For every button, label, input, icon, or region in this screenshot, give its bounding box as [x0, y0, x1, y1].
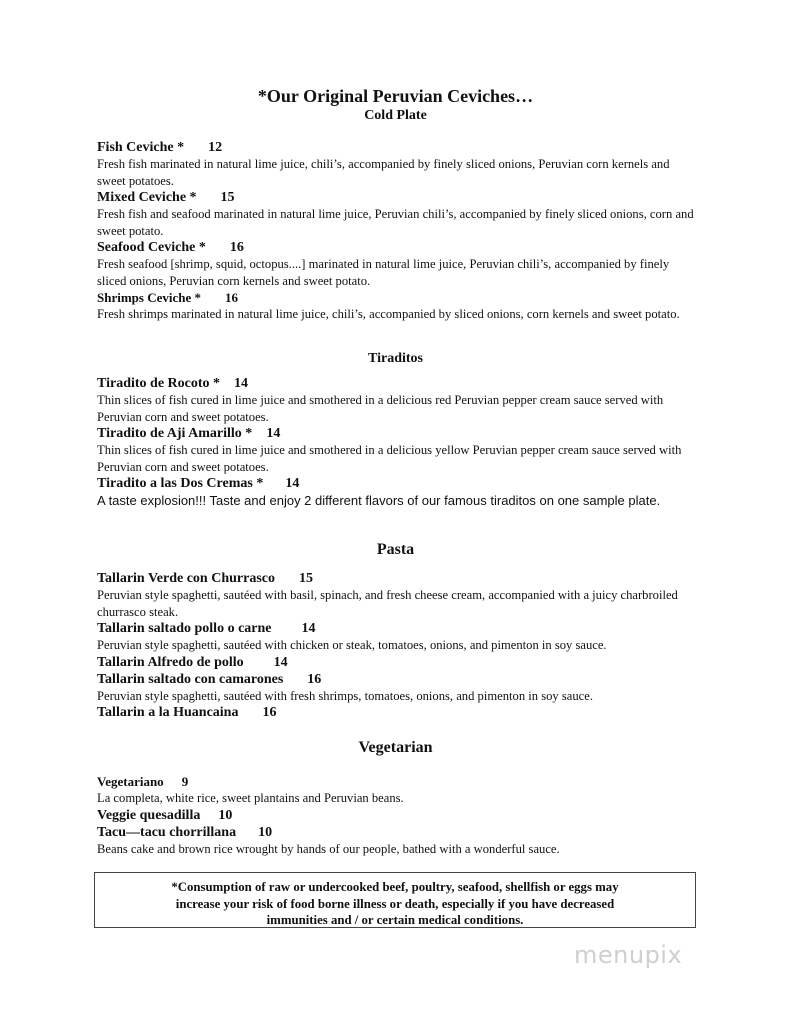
notice-line: increase your risk of food borne illness or death, especially if you have decreased: [175, 896, 615, 911]
item-price: 10: [218, 807, 233, 823]
vegetarian-section: [97, 773, 697, 857]
menu-item: [97, 139, 697, 189]
item-description: A taste explosion!!! Taste and enjoy 2 different flavors of our famous tiraditos on one sample plate.: [97, 493, 661, 508]
menu-item: [97, 807, 697, 824]
menu-item: [97, 375, 697, 425]
item-price: 15: [220, 190, 235, 205]
menu-item: [97, 570, 697, 620]
ceviche-section: [97, 139, 697, 323]
item-price: 15: [299, 571, 313, 586]
item-price: 14: [234, 376, 249, 391]
item-description: La completa, white rice, sweet plantains and Peruvian beans.: [97, 791, 404, 805]
menu-item: [97, 289, 697, 323]
page-subtitle: Cold Plate: [364, 108, 427, 123]
item-price: 16: [229, 240, 244, 255]
item-name: Fish Ceviche *: [97, 140, 185, 155]
item-name: Tiradito de Aji Amarillo *: [97, 426, 253, 441]
item-price: 14: [266, 426, 281, 441]
item-name: Shrimps Ceviche *: [97, 290, 201, 305]
item-name: Tiradito de Rocoto *: [97, 376, 221, 391]
item-description: Fresh shrimps marinated in natural lime juice, chili’s, accompanied by sliced onions, corn kernels and sweet potato.: [97, 307, 680, 321]
item-name: Tallarin saltado pollo o carne: [97, 621, 272, 636]
menu-item: [97, 704, 697, 721]
section-heading-vegetarian: Vegetarian: [358, 739, 433, 756]
menu-item: [97, 620, 697, 654]
menu-item: [97, 654, 697, 671]
item-description: Thin slices of fish cured in lime juice and smothered in a delicious yellow Peruvian pepper cream sauce served with Peruvian corn and sweet potatoes.: [97, 443, 682, 474]
item-price: 14: [273, 654, 288, 670]
item-name: Vegetariano: [97, 774, 164, 789]
item-description: Thin slices of fish cured in lime juice and smothered in a delicious red Peruvian pepper cream sauce served with Peruvian corn and sweet potatoes.: [97, 393, 664, 424]
item-description: Fresh fish and seafood marinated in natural lime juice, Peruvian chili’s, accompanied by finely sliced onions, corn and sweet potato.: [97, 207, 694, 238]
item-description: Beans cake and brown rice wrought by hands of our people, bathed with a wonderful sauce.: [97, 841, 560, 856]
item-name: Mixed Ceviche *: [97, 190, 197, 205]
menupix-watermark: menupix: [574, 941, 683, 969]
menu-item: [97, 773, 697, 807]
notice-line: immunities and / or certain medical conditions.: [266, 913, 524, 927]
item-price: 12: [208, 140, 223, 155]
notice-line: *Consumption of raw or undercooked beef, poultry, seafood, shellfish or eggs may: [171, 880, 619, 894]
item-name: Tallarin a la Huancaina: [97, 705, 239, 720]
item-price: 9: [181, 774, 189, 789]
menu-item: [97, 425, 697, 475]
menu-item: [97, 189, 697, 239]
item-name: Veggie quesadilla: [97, 807, 201, 823]
tiraditos-section: [97, 375, 697, 509]
menu-item: [97, 239, 697, 289]
menu-item: [97, 671, 697, 705]
section-heading-tiraditos: Tiraditos: [368, 351, 423, 366]
item-description: Fresh fish marinated in natural lime juice, chili’s, accompanied by finely sliced onions, Peruvian corn kernels and sweet potatoes.: [97, 157, 670, 188]
section-heading-pasta: Pasta: [376, 541, 415, 558]
item-price: 10: [258, 824, 273, 840]
item-name: Tallarin Verde con Churrasco: [97, 571, 275, 586]
raw-food-warning-notice: [94, 872, 696, 928]
item-name: Tallarin Alfredo de pollo: [97, 654, 244, 670]
pasta-section: [97, 570, 697, 721]
page-title: *Our Original Peruvian Ceviches…: [257, 86, 534, 106]
menu-item: [97, 475, 697, 509]
menu-item: [97, 824, 697, 858]
item-name: Tallarin saltado con camarones: [97, 671, 284, 687]
item-price: 14: [285, 476, 300, 491]
item-price: 16: [262, 705, 277, 720]
item-price: 16: [307, 671, 322, 687]
item-price: 14: [301, 621, 316, 636]
item-name: Tacu—tacu chorrillana: [97, 824, 237, 840]
item-description: Peruvian style spaghetti, sautéed with chicken or steak, tomatoes, onions, and pimenton in soy sauce.: [97, 638, 607, 652]
item-description: Fresh seafood [shrimp, squid, octopus....] marinated in natural lime juice, Peruvian chili’s, accompanied by finely sliced onions, Peruvian corn kernels and sweet potato.: [97, 257, 670, 288]
item-name: Tiradito a las Dos Cremas *: [97, 476, 264, 491]
item-price: 16: [225, 290, 238, 305]
item-description: Peruvian style spaghetti, sautéed with basil, spinach, and fresh cheese cream, accompanied with a juicy charbroiled churrasco steak.: [97, 588, 678, 619]
item-name: Seafood Ceviche *: [97, 240, 206, 255]
item-description: Peruvian style spaghetti, sautéed with fresh shrimps, tomatoes, onions, and pimenton in soy sauce.: [97, 688, 593, 703]
